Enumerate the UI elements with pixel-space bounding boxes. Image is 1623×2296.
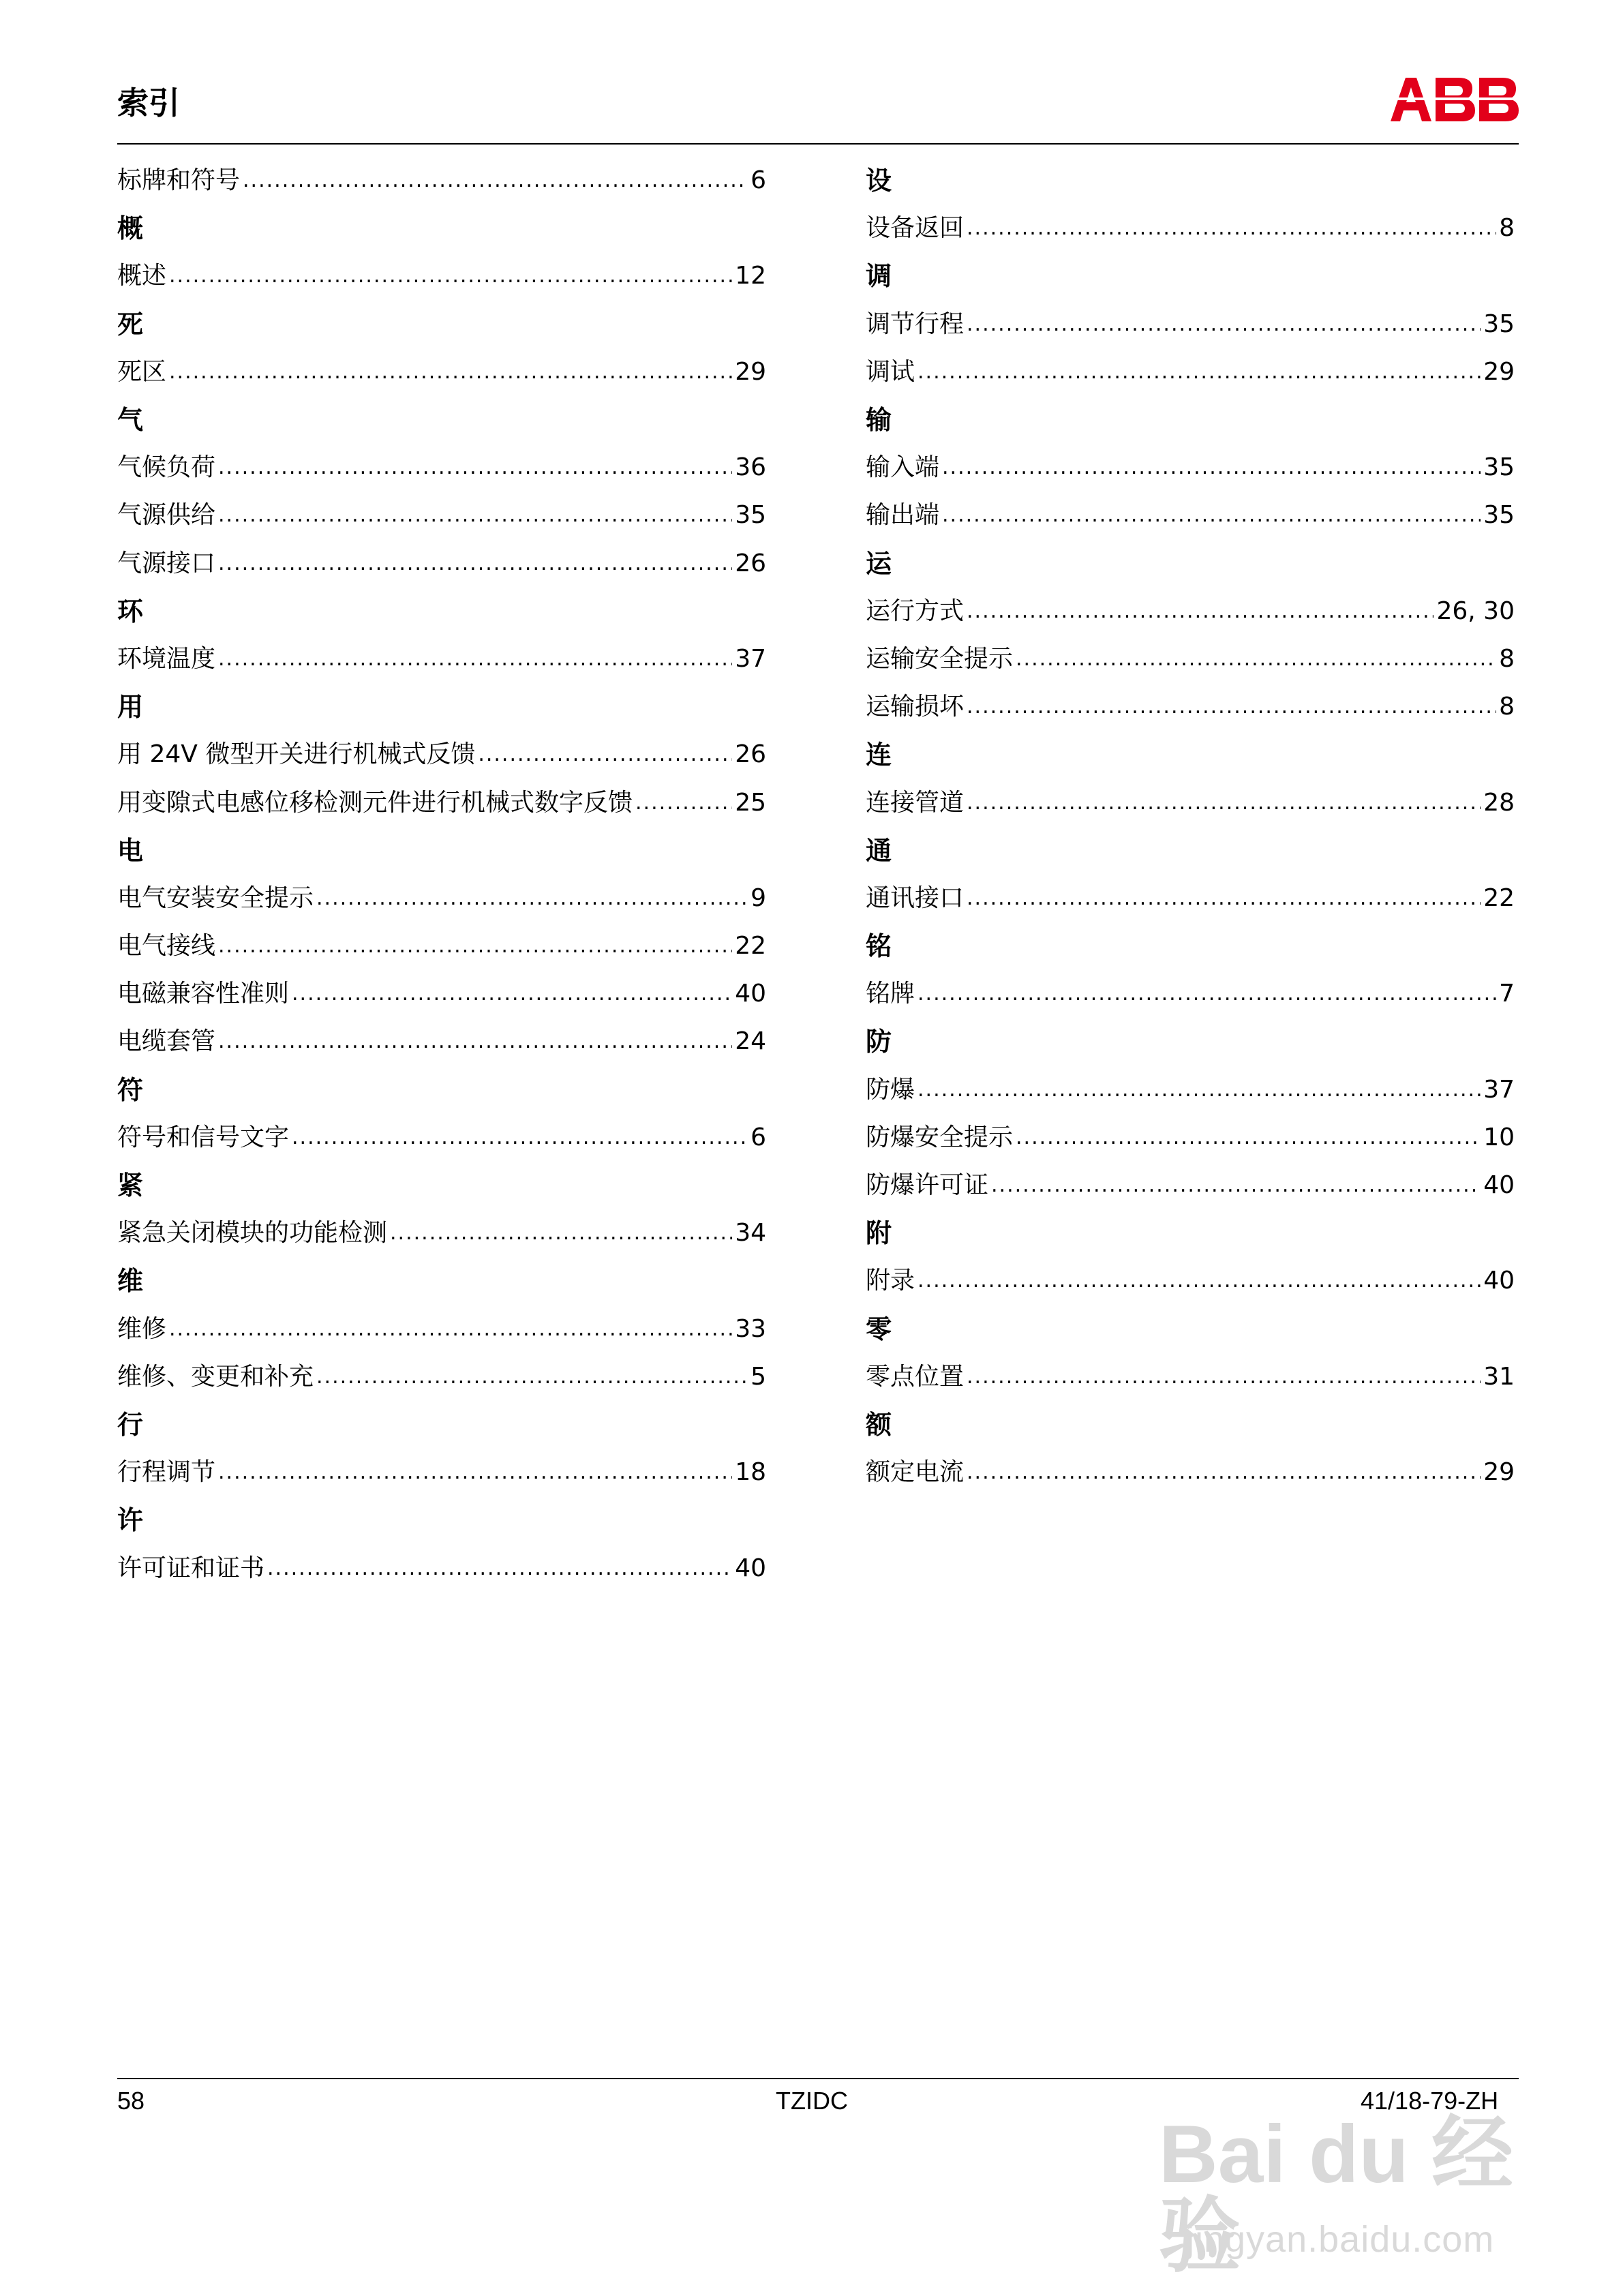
index-entry-term: 标牌和符号 — [117, 166, 241, 195]
index-entry — [117, 252, 766, 300]
index-entry-term: 气源供给 — [117, 501, 216, 530]
index-letter-heading: 气 — [117, 405, 144, 436]
index-entry-page: 9 — [750, 883, 766, 912]
dot-leader — [243, 170, 748, 191]
index-entry-term: 用 24V 微型开关进行机械式反馈 — [117, 740, 476, 769]
index-entry-term: 运输安全提示 — [866, 644, 1014, 673]
index-letter-heading: 维 — [117, 1266, 144, 1297]
index-entry-term: 用变隙式电感位移检测元件进行机械式数字反馈 — [117, 788, 633, 817]
index-entry-page: 6 — [750, 1123, 766, 1151]
index-entry-term: 环境温度 — [117, 644, 216, 673]
index-entry — [866, 444, 1515, 492]
dot-leader — [169, 362, 732, 382]
index-entry-page: 28 — [1483, 788, 1515, 817]
index-entry-term: 输出端 — [866, 501, 940, 530]
index-entry — [117, 731, 766, 779]
dot-leader — [478, 744, 732, 765]
index-entry-page: 22 — [735, 932, 766, 961]
index-entry-term: 死区 — [117, 357, 167, 386]
index-entry — [866, 492, 1515, 539]
index-entry-term: 电缆套管 — [117, 1027, 216, 1056]
index-letter-heading: 紧 — [117, 1170, 144, 1201]
index-entry-page: 5 — [750, 1362, 766, 1391]
index-entry-term: 符号和信号文字 — [117, 1123, 290, 1151]
index-entry — [117, 779, 766, 826]
index-entry-term: 电气安装安全提示 — [117, 883, 314, 912]
index-entry — [117, 875, 766, 922]
index-entry-term: 紧急关闭模块的功能检测 — [117, 1219, 388, 1248]
index-entry — [117, 1209, 766, 1257]
index-entry — [866, 1066, 1515, 1114]
index-entry-page: 8 — [1499, 214, 1515, 243]
index-entry-page: 37 — [735, 644, 766, 673]
header-rule — [117, 143, 1519, 145]
index-entry-term: 通讯接口 — [866, 883, 965, 912]
index-entry — [117, 157, 766, 205]
index-letter-heading: 符 — [117, 1074, 144, 1105]
index-letter-heading: 连 — [866, 740, 892, 770]
index-entry-page: 29 — [735, 357, 766, 386]
index-entry-term: 气候负荷 — [117, 453, 216, 482]
index-entry-term: 设备返回 — [866, 214, 965, 243]
dot-leader — [967, 218, 1496, 239]
index-letter-heading: 防 — [866, 1027, 892, 1057]
index-entry-page: 31 — [1483, 1362, 1515, 1391]
index-letter-heading: 运 — [866, 548, 892, 579]
index-entry-term: 调节行程 — [866, 309, 965, 338]
index-entry-term: 防爆许可证 — [866, 1171, 989, 1200]
index-entry-page: 37 — [1483, 1075, 1515, 1104]
dot-leader — [218, 649, 732, 669]
index-letter-heading: 铭 — [866, 931, 892, 962]
index-entry — [866, 970, 1515, 1018]
index-entry-term: 电气接线 — [117, 932, 216, 961]
index-entry-term: 气源接口 — [117, 549, 216, 577]
index-entry — [117, 635, 766, 683]
dot-leader — [967, 793, 1481, 813]
dot-leader — [218, 936, 732, 956]
index-entry — [866, 875, 1515, 922]
index-entry-term: 额定电流 — [866, 1458, 965, 1487]
index-entry-term: 许可证和证书 — [117, 1554, 265, 1582]
footer-product: TZIDC — [776, 2087, 848, 2115]
footer-page-number: 58 — [117, 2087, 145, 2115]
page-title: 索引 — [117, 85, 180, 121]
index-letter-heading: 行 — [117, 1409, 144, 1440]
index-entry-page: 29 — [1483, 357, 1515, 386]
dot-leader — [292, 1128, 748, 1148]
index-entry-page: 29 — [1483, 1458, 1515, 1487]
index-entry — [117, 1305, 766, 1353]
index-entry-page: 26, 30 — [1436, 596, 1515, 625]
dot-leader — [967, 601, 1434, 622]
index-entry — [866, 635, 1515, 683]
index-entry-page: 36 — [735, 453, 766, 482]
index-letter-heading: 环 — [117, 596, 144, 626]
dot-leader — [917, 1080, 1481, 1100]
dot-leader — [1016, 649, 1496, 669]
index-entry-page: 8 — [1499, 644, 1515, 673]
dot-leader — [967, 314, 1481, 335]
index-entry-page: 18 — [735, 1458, 766, 1487]
dot-leader — [917, 1271, 1481, 1291]
abb-logo — [1391, 76, 1520, 123]
index-entry-page: 35 — [1483, 309, 1515, 338]
index-letter-heading: 额 — [866, 1409, 892, 1440]
index-entry — [117, 1449, 766, 1496]
index-entry-page: 25 — [735, 788, 766, 817]
index-entry-page: 35 — [735, 501, 766, 530]
index-letter-heading: 附 — [866, 1218, 892, 1249]
index-entry-page: 40 — [735, 1554, 766, 1582]
dot-leader — [967, 1367, 1481, 1387]
index-entry — [866, 588, 1515, 635]
index-entry — [117, 1544, 766, 1592]
index-entry-page: 22 — [1483, 883, 1515, 912]
index-entry-page: 35 — [1483, 453, 1515, 482]
index-entry — [866, 348, 1515, 396]
index-entry — [866, 1449, 1515, 1496]
dot-leader — [218, 554, 732, 574]
index-entry-term: 零点位置 — [866, 1362, 965, 1391]
dot-leader — [942, 457, 1481, 478]
index-entry — [866, 1162, 1515, 1209]
index-entry-page: 6 — [750, 166, 766, 195]
index-entry-term: 铭牌 — [866, 980, 915, 1008]
index-letter-heading: 电 — [117, 835, 144, 866]
index-entry-page: 33 — [735, 1314, 766, 1343]
watermark-url: jingyan.baidu.com — [1186, 2219, 1495, 2260]
index-entry — [117, 444, 766, 492]
dot-leader — [917, 362, 1481, 382]
index-entry-term: 输入端 — [866, 453, 940, 482]
index-entry-term: 运行方式 — [866, 596, 965, 625]
index-entry — [866, 779, 1515, 826]
dot-leader — [169, 266, 732, 286]
index-entry — [117, 348, 766, 396]
index-entry — [866, 301, 1515, 348]
index-entry-page: 40 — [735, 980, 766, 1008]
index-entry — [117, 1114, 766, 1162]
index-letter-heading: 零 — [866, 1314, 892, 1344]
dot-leader — [635, 793, 732, 813]
index-letter-heading: 用 — [117, 692, 144, 723]
index-column-left — [117, 157, 766, 1592]
watermark-main: Bai du 经验 — [1159, 2109, 1514, 2282]
index-entry-term: 防爆 — [866, 1075, 915, 1104]
index-entry-term: 附录 — [866, 1267, 915, 1295]
index-letter-heading: 输 — [866, 405, 892, 436]
dot-leader — [942, 505, 1481, 526]
index-column-right — [866, 157, 1515, 1496]
index-entry-page: 10 — [1483, 1123, 1515, 1151]
index-entry-page: 12 — [735, 262, 766, 290]
dot-leader — [390, 1223, 732, 1243]
dot-leader — [218, 505, 732, 526]
dot-leader — [218, 457, 732, 478]
watermark — [1159, 2109, 1541, 2282]
index-letter-heading: 死 — [117, 309, 144, 339]
index-entry — [866, 1114, 1515, 1162]
index-letter-heading: 许 — [117, 1505, 144, 1536]
index-entry-page: 26 — [735, 740, 766, 769]
index-entry-page: 35 — [1483, 501, 1515, 530]
index-entry — [117, 970, 766, 1018]
dot-leader — [316, 888, 748, 909]
dot-leader — [967, 1462, 1481, 1483]
index-entry-term: 运输损坏 — [866, 693, 965, 721]
index-entry-term: 电磁兼容性准则 — [117, 980, 290, 1008]
dot-leader — [218, 1031, 732, 1052]
index-entry — [866, 1257, 1515, 1305]
footer-doc-number: 41/18-79-ZH — [1361, 2087, 1499, 2115]
index-entry-page: 7 — [1499, 980, 1515, 1008]
dot-leader — [267, 1558, 732, 1579]
dot-leader — [218, 1462, 732, 1483]
dot-leader — [292, 984, 732, 1004]
footer-rule — [117, 2078, 1519, 2079]
index-entry-term: 防爆安全提示 — [866, 1123, 1014, 1151]
index-entry-term: 维修、变更和补充 — [117, 1362, 314, 1391]
index-entry-page: 26 — [735, 549, 766, 577]
index-entry-page: 24 — [735, 1027, 766, 1056]
index-entry-page: 40 — [1483, 1171, 1515, 1200]
index-entry — [117, 922, 766, 970]
index-entry-term: 调试 — [866, 357, 915, 386]
dot-leader — [991, 1175, 1481, 1196]
index-entry — [866, 683, 1515, 731]
index-letter-heading: 调 — [866, 261, 892, 292]
dot-leader — [1016, 1128, 1481, 1148]
index-entry-term: 连接管道 — [866, 788, 965, 817]
index-entry — [866, 1353, 1515, 1401]
index-entry — [117, 1353, 766, 1401]
index-entry-page: 40 — [1483, 1267, 1515, 1295]
index-entry — [117, 1018, 766, 1066]
index-entry-term: 概述 — [117, 262, 167, 290]
index-entry — [117, 492, 766, 539]
index-letter-heading: 概 — [117, 213, 144, 244]
index-letter-heading: 通 — [866, 835, 892, 866]
index-entry-page: 34 — [735, 1219, 766, 1248]
index-entry — [117, 540, 766, 588]
index-letter-heading: 设 — [866, 166, 892, 196]
index-entry — [866, 205, 1515, 252]
dot-leader — [967, 888, 1481, 909]
abb-logo-mark — [1391, 76, 1520, 123]
dot-leader — [967, 697, 1496, 717]
index-entry-term: 行程调节 — [117, 1458, 216, 1487]
dot-leader — [917, 984, 1496, 1004]
dot-leader — [169, 1319, 732, 1340]
dot-leader — [316, 1367, 748, 1387]
index-entry-page: 8 — [1499, 693, 1515, 721]
index-entry-term: 维修 — [117, 1314, 167, 1343]
